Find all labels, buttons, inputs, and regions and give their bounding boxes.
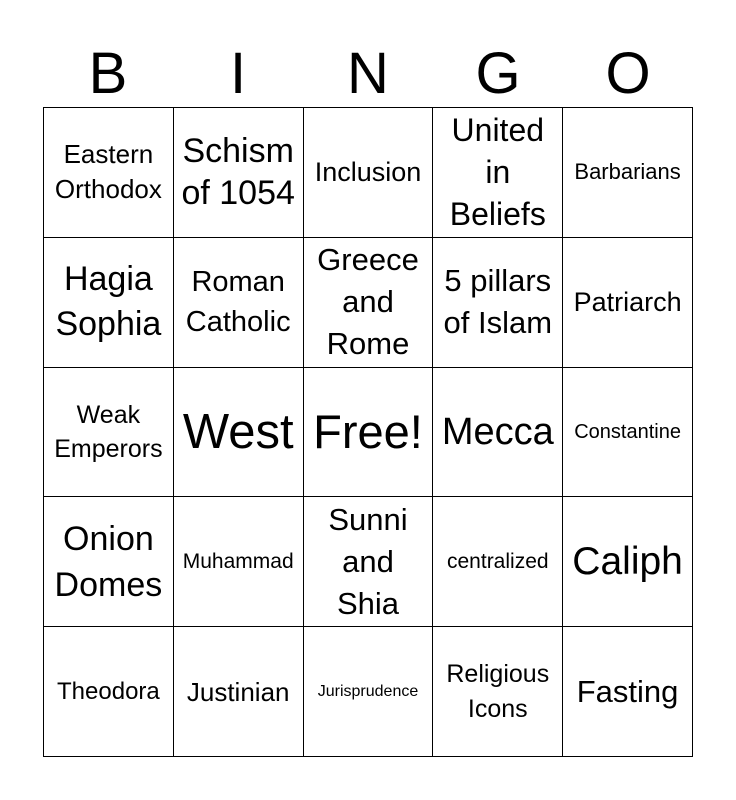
bingo-board (43, 107, 693, 757)
bingo-cell[interactable] (174, 108, 304, 238)
bingo-cell[interactable] (174, 627, 304, 757)
cell-label: Inclusion (314, 157, 422, 188)
bingo-cell[interactable] (563, 238, 693, 368)
bingo-cell[interactable] (433, 108, 563, 238)
cell-label: Weak Emperors (54, 400, 163, 463)
cell-label: Fasting (576, 673, 679, 709)
bingo-cell[interactable] (304, 497, 434, 627)
header-letter-b: B (88, 41, 128, 106)
cell-label: Constantine (574, 420, 681, 443)
bingo-cell[interactable] (563, 368, 693, 498)
cell-label: Jurisprudence (317, 682, 419, 700)
header-letter-i: I (229, 41, 247, 106)
bingo-cell[interactable] (174, 497, 304, 627)
cell-label: Greece and Rome (317, 242, 419, 362)
bingo-cell[interactable] (174, 368, 304, 498)
bingo-cell[interactable] (44, 627, 174, 757)
bingo-cell[interactable] (433, 368, 563, 498)
cell-label: Patriarch (573, 287, 682, 318)
cell-label: centralized (447, 549, 549, 573)
bingo-cell[interactable] (563, 627, 693, 757)
bingo-cell[interactable] (44, 497, 174, 627)
bingo-cell[interactable] (304, 238, 434, 368)
cell-label: Religious Icons (446, 659, 550, 723)
bingo-cell[interactable] (174, 238, 304, 368)
cell-label: Justinian (186, 676, 290, 707)
header-letter-n: N (347, 41, 389, 106)
cell-label: Caliph (572, 539, 683, 583)
cell-label: Barbarians (574, 159, 681, 185)
cell-label: Onion Domes (54, 519, 163, 604)
bingo-cell[interactable] (44, 108, 174, 238)
cell-label: Muhammad (182, 549, 294, 573)
cell-label: Mecca (441, 410, 554, 453)
cell-label: 5 pillars of Islam (443, 263, 553, 341)
header-letter-g: G (475, 41, 521, 106)
bingo-cell[interactable] (304, 108, 434, 238)
cell-label: Theodora (57, 677, 160, 705)
bingo-cell[interactable] (433, 238, 563, 368)
header-letter-o: O (605, 41, 651, 106)
bingo-cell[interactable] (44, 238, 174, 368)
cell-label: Roman Catholic (185, 266, 291, 339)
cell-label: Hagia Sophia (55, 260, 162, 344)
cell-label: West (182, 404, 294, 459)
bingo-cell[interactable] (304, 627, 434, 757)
bingo-cell[interactable] (433, 627, 563, 757)
bingo-cell[interactable] (563, 108, 693, 238)
cell-label: Schism of 1054 (181, 132, 295, 213)
cell-label: Free! (313, 404, 423, 458)
cell-label: Sunni and Shia (328, 501, 408, 621)
bingo-header (43, 42, 693, 106)
bingo-cell[interactable] (44, 368, 174, 498)
bingo-cell[interactable] (433, 497, 563, 627)
bingo-cell[interactable] (563, 497, 693, 627)
cell-label: Eastern Orthodox (54, 139, 162, 205)
cell-label: United in Beliefs (449, 112, 546, 233)
free-space[interactable] (304, 368, 434, 498)
